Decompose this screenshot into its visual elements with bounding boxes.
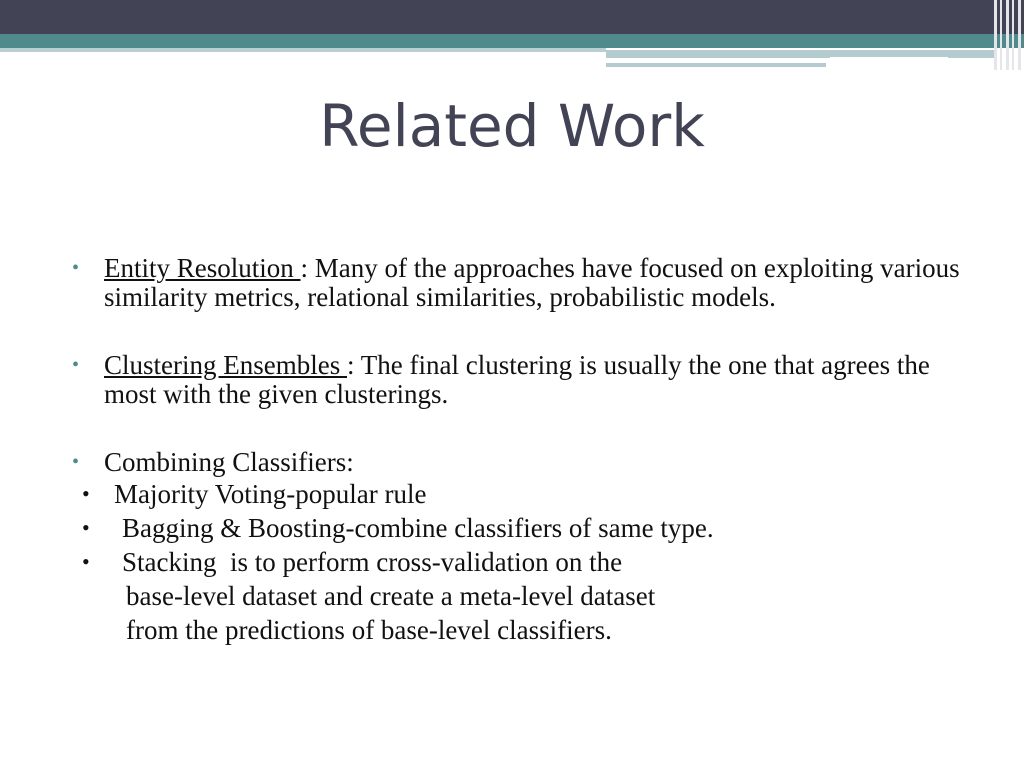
sub-bullet-text: Majority Voting-popular rule (114, 479, 427, 509)
bullet-item (72, 448, 972, 477)
sub-bullet-item (72, 477, 972, 511)
header-stripe (1006, 0, 1009, 70)
bullet-item (72, 254, 972, 312)
bullet-item (72, 351, 972, 409)
slide-title: Related Work (319, 92, 705, 160)
header-stripe (1012, 0, 1014, 70)
sub-bullet-icon: • (82, 515, 90, 540)
bullet-term: Clustering Ensembles (104, 350, 347, 380)
slide-body (72, 254, 972, 647)
sub-bullet-item (72, 545, 972, 579)
sub-bullet-continuation: base-level dataset and create a meta-level dataset (126, 581, 656, 611)
sub-bullet-item (72, 511, 972, 545)
header-accent-line (606, 63, 826, 67)
bullet-icon: • (72, 257, 80, 279)
header-accent-line (830, 57, 948, 59)
bullet-text: Many of the approaches have focused on exploiting various similarity metrics, relational similarities, probabilistic models. (104, 253, 960, 312)
sub-bullet-continuation: from the predictions of base-level classifiers. (126, 615, 612, 645)
header-dark-bar (0, 0, 1024, 34)
sub-bullet-icon: • (82, 549, 90, 574)
bullet-text: Combining Classifiers: (104, 447, 354, 477)
header-stripe (1018, 0, 1021, 70)
bullet-icon: • (72, 354, 80, 376)
header-stripe (994, 0, 997, 70)
sub-bullet-text: Bagging & Boosting-combine classifiers of same type. (122, 513, 714, 543)
sub-bullet-text: Stacking is to perform cross-validation on the (122, 547, 623, 577)
sub-bullet-icon: • (82, 481, 90, 506)
header-light-bar (0, 48, 606, 52)
header-stripe (1000, 0, 1002, 70)
bullet-term: Entity Resolution (104, 253, 301, 283)
bullet-separator: : (300, 253, 315, 283)
bullet-separator: : (346, 350, 361, 380)
header-teal-bar (0, 34, 1024, 48)
bullet-icon: • (72, 451, 80, 473)
bullet-text: The final clustering is usually the one that agrees the most with the given clusterings. (104, 350, 930, 409)
